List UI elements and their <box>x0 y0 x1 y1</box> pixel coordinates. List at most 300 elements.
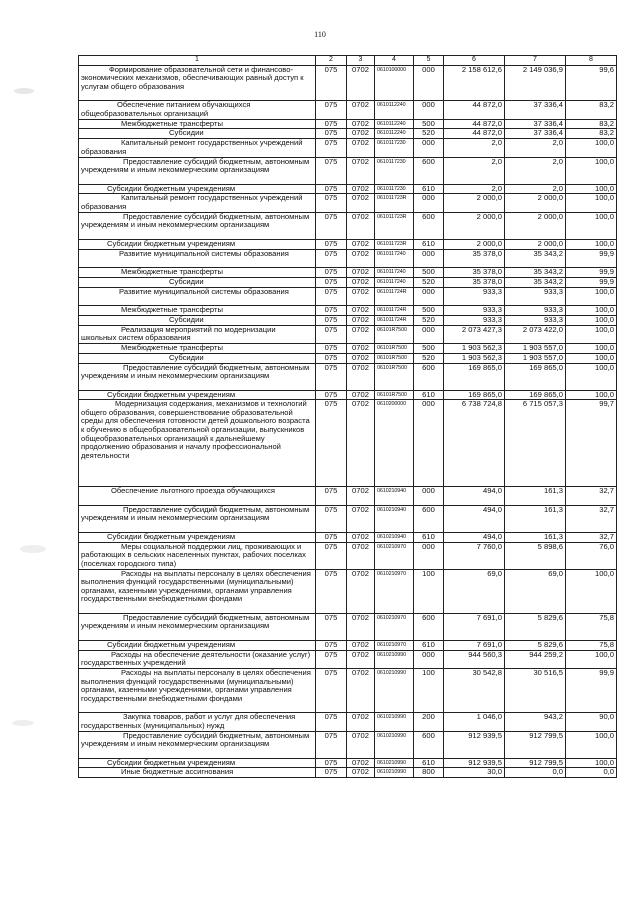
row-rz: 0702 <box>347 713 375 731</box>
row-vr: 610 <box>414 640 444 650</box>
row-rz: 0702 <box>347 305 375 315</box>
table-header-row <box>79 56 617 66</box>
row-pct: 32,7 <box>566 487 617 505</box>
row-fact: 912 799,5 <box>505 758 566 768</box>
table-row <box>79 505 617 532</box>
row-rz: 0702 <box>347 129 375 139</box>
row-pct: 0,0 <box>566 768 617 778</box>
row-rz: 0702 <box>347 325 375 343</box>
table-row <box>79 239 617 249</box>
row-ved: 075 <box>316 487 347 505</box>
table-row <box>79 315 617 325</box>
row-csr: 061011724R <box>375 305 414 315</box>
row-name-text: Иные бюджетные ассигнования <box>121 767 234 777</box>
row-fact: 35 343,2 <box>505 277 566 287</box>
row-pct: 100,0 <box>566 315 617 325</box>
row-rz: 0702 <box>347 613 375 640</box>
row-fact: 37 336,4 <box>505 119 566 129</box>
row-name-text: Капитальный ремонт государственных учреждений образования <box>81 193 303 211</box>
row-name <box>79 343 316 353</box>
row-name-text: Субсидии <box>169 314 204 324</box>
row-ved: 075 <box>316 768 347 778</box>
row-pct: 32,7 <box>566 505 617 532</box>
row-name-text: Предоставление субсидий бюджетным, автономным учреждениям и иным некоммерческим организациям <box>81 156 310 175</box>
table-row <box>79 640 617 650</box>
row-name <box>79 363 316 390</box>
row-plan: 2 073 427,3 <box>444 325 505 343</box>
row-ved: 075 <box>316 390 347 400</box>
row-plan: 494,0 <box>444 505 505 532</box>
table-row <box>79 731 617 758</box>
row-csr: 0610117240 <box>375 249 414 267</box>
row-vr: 610 <box>414 390 444 400</box>
row-name-text: Субсидии бюджетным учреждениям <box>107 639 236 649</box>
row-fact: 933,3 <box>505 287 566 305</box>
row-csr: 0610210990 <box>375 669 414 713</box>
row-plan: 6 738 724,8 <box>444 400 505 487</box>
row-csr: 0610210990 <box>375 758 414 768</box>
row-plan: 1 046,0 <box>444 713 505 731</box>
row-name <box>79 305 316 315</box>
row-fact: 30 516,5 <box>505 669 566 713</box>
row-rz: 0702 <box>347 119 375 129</box>
row-pct: 100,0 <box>566 650 617 668</box>
row-rz: 0702 <box>347 287 375 305</box>
row-name <box>79 139 316 157</box>
row-ved: 075 <box>316 157 347 184</box>
row-fact: 2 000,0 <box>505 212 566 239</box>
row-name <box>79 713 316 731</box>
row-plan: 69,0 <box>444 569 505 613</box>
row-ved: 075 <box>316 731 347 758</box>
row-name <box>79 315 316 325</box>
row-fact: 2 073 422,0 <box>505 325 566 343</box>
row-rz: 0702 <box>347 101 375 119</box>
table-row <box>79 267 617 277</box>
row-rz: 0702 <box>347 343 375 353</box>
row-name-text: Предоставление субсидий бюджетным, автономным учреждениям и иным некоммерческим организациям <box>81 211 310 230</box>
row-csr: 0610112240 <box>375 101 414 119</box>
table-row <box>79 768 617 778</box>
row-rz: 0702 <box>347 363 375 390</box>
row-fact: 5 829,6 <box>505 640 566 650</box>
row-fact: 169 865,0 <box>505 390 566 400</box>
row-vr: 000 <box>414 287 444 305</box>
row-ved: 075 <box>316 139 347 157</box>
row-rz: 0702 <box>347 569 375 613</box>
row-fact: 2,0 <box>505 184 566 194</box>
row-csr: 0610117230 <box>375 139 414 157</box>
row-csr: 061011724R <box>375 287 414 305</box>
row-plan: 944 560,3 <box>444 650 505 668</box>
row-vr: 600 <box>414 212 444 239</box>
row-fact: 943,2 <box>505 713 566 731</box>
row-plan: 30 542,8 <box>444 669 505 713</box>
row-csr: 0610210940 <box>375 532 414 542</box>
row-ved: 075 <box>316 119 347 129</box>
row-vr: 520 <box>414 277 444 287</box>
row-name <box>79 65 316 101</box>
row-ved: 075 <box>316 194 347 212</box>
row-ved: 075 <box>316 267 347 277</box>
row-plan: 35 378,0 <box>444 277 505 287</box>
row-ved: 075 <box>316 65 347 101</box>
row-name <box>79 640 316 650</box>
row-name <box>79 613 316 640</box>
row-ved: 075 <box>316 650 347 668</box>
row-rz: 0702 <box>347 239 375 249</box>
table-row <box>79 532 617 542</box>
row-csr: 0610200000 <box>375 400 414 487</box>
table-row <box>79 157 617 184</box>
row-name-text: Межбюджетные трансферты <box>121 304 223 314</box>
row-pct: 100,0 <box>566 363 617 390</box>
row-csr: 06101R7500 <box>375 343 414 353</box>
row-plan: 494,0 <box>444 487 505 505</box>
row-ved: 075 <box>316 353 347 363</box>
header-col-rz: 3 <box>347 56 375 66</box>
row-fact: 944 259,2 <box>505 650 566 668</box>
row-pct: 75,8 <box>566 640 617 650</box>
row-plan: 2,0 <box>444 157 505 184</box>
row-fact: 161,3 <box>505 532 566 542</box>
row-fact: 35 343,2 <box>505 249 566 267</box>
row-name-text: Предоставление субсидий бюджетным, автономным учреждениям и иным некоммерческим организациям <box>81 362 310 381</box>
row-vr: 610 <box>414 239 444 249</box>
row-plan: 7 760,0 <box>444 542 505 569</box>
row-fact: 69,0 <box>505 569 566 613</box>
row-ved: 075 <box>316 613 347 640</box>
row-csr: 0610210990 <box>375 713 414 731</box>
table-row <box>79 542 617 569</box>
row-pct: 100,0 <box>566 194 617 212</box>
row-ved: 075 <box>316 325 347 343</box>
row-vr: 100 <box>414 669 444 713</box>
row-csr: 0610210970 <box>375 542 414 569</box>
row-name-text: Субсидии бюджетным учреждениям <box>107 183 236 193</box>
row-name <box>79 239 316 249</box>
row-ved: 075 <box>316 239 347 249</box>
row-name-text: Межбюджетные трансферты <box>121 118 223 128</box>
row-name-text: Субсидии <box>169 276 204 286</box>
row-vr: 500 <box>414 343 444 353</box>
row-ved: 075 <box>316 400 347 487</box>
row-name <box>79 505 316 532</box>
row-csr: 061011723R <box>375 194 414 212</box>
row-name-text: Модернизация содержания, механизмов и технологий общего образования, совершенствование образовательной среды для обеспечения готовности детей дошкольного возраста к обучению в общеобразовательной организации, выпускников общеобразовательных организаций к дальнейшему продолжению образования и началу профессиональной деятельности <box>81 399 310 460</box>
row-pct: 100,0 <box>566 139 617 157</box>
row-name-text: Реализация мероприятий по модернизации школьных систем образования <box>81 324 276 343</box>
row-fact: 933,3 <box>505 315 566 325</box>
header-col-ved: 2 <box>316 56 347 66</box>
row-name <box>79 249 316 267</box>
table-row <box>79 277 617 287</box>
row-vr: 610 <box>414 758 444 768</box>
row-name <box>79 277 316 287</box>
row-name <box>79 669 316 713</box>
row-ved: 075 <box>316 212 347 239</box>
table-row <box>79 713 617 731</box>
row-pct: 99,6 <box>566 65 617 101</box>
row-ved: 075 <box>316 532 347 542</box>
row-vr: 000 <box>414 325 444 343</box>
row-ved: 075 <box>316 184 347 194</box>
table-row <box>79 194 617 212</box>
table-row <box>79 212 617 239</box>
row-plan: 933,3 <box>444 315 505 325</box>
row-vr: 000 <box>414 65 444 101</box>
row-name-text: Обеспечение льготного проезда обучающихся <box>111 486 275 496</box>
row-fact: 5 829,6 <box>505 613 566 640</box>
row-name-text: Субсидии бюджетным учреждениям <box>107 531 236 541</box>
row-csr: 0610210990 <box>375 768 414 778</box>
table-row <box>79 325 617 343</box>
row-name <box>79 650 316 668</box>
row-rz: 0702 <box>347 640 375 650</box>
row-plan: 912 939,5 <box>444 758 505 768</box>
table-row <box>79 487 617 505</box>
row-csr: 061011723R <box>375 212 414 239</box>
row-csr: 06101R7500 <box>375 363 414 390</box>
row-vr: 500 <box>414 305 444 315</box>
row-rz: 0702 <box>347 212 375 239</box>
table-row <box>79 669 617 713</box>
table-row <box>79 305 617 315</box>
row-plan: 44 872,0 <box>444 101 505 119</box>
row-vr: 800 <box>414 768 444 778</box>
row-vr: 200 <box>414 713 444 731</box>
row-csr: 06101R7500 <box>375 353 414 363</box>
row-csr: 0610210970 <box>375 640 414 650</box>
row-rz: 0702 <box>347 505 375 532</box>
row-fact: 2 149 036,9 <box>505 65 566 101</box>
row-pct: 99,9 <box>566 249 617 267</box>
row-csr: 0610117230 <box>375 157 414 184</box>
row-csr: 0610112240 <box>375 119 414 129</box>
row-csr: 0610117230 <box>375 184 414 194</box>
row-ved: 075 <box>316 129 347 139</box>
row-name <box>79 157 316 184</box>
row-rz: 0702 <box>347 731 375 758</box>
row-vr: 520 <box>414 129 444 139</box>
row-csr: 061011723R <box>375 239 414 249</box>
row-plan: 169 865,0 <box>444 390 505 400</box>
row-rz: 0702 <box>347 65 375 101</box>
row-pct: 99,9 <box>566 669 617 713</box>
row-rz: 0702 <box>347 390 375 400</box>
row-csr: 0610210940 <box>375 505 414 532</box>
row-plan: 933,3 <box>444 287 505 305</box>
header-col-csr: 4 <box>375 56 414 66</box>
row-pct: 83,2 <box>566 101 617 119</box>
row-pct: 100,0 <box>566 212 617 239</box>
row-pct: 100,0 <box>566 239 617 249</box>
row-plan: 35 378,0 <box>444 267 505 277</box>
row-rz: 0702 <box>347 353 375 363</box>
row-plan: 2,0 <box>444 184 505 194</box>
row-rz: 0702 <box>347 758 375 768</box>
row-pct: 100,0 <box>566 157 617 184</box>
row-plan: 2,0 <box>444 139 505 157</box>
row-vr: 500 <box>414 267 444 277</box>
row-ved: 075 <box>316 287 347 305</box>
row-plan: 2 000,0 <box>444 239 505 249</box>
row-vr: 000 <box>414 650 444 668</box>
row-ved: 075 <box>316 277 347 287</box>
row-vr: 520 <box>414 353 444 363</box>
row-vr: 000 <box>414 139 444 157</box>
row-rz: 0702 <box>347 184 375 194</box>
row-fact: 37 336,4 <box>505 129 566 139</box>
row-vr: 600 <box>414 363 444 390</box>
row-plan: 1 903 562,3 <box>444 343 505 353</box>
row-pct: 100,0 <box>566 569 617 613</box>
row-rz: 0702 <box>347 650 375 668</box>
row-name-text: Субсидии бюджетным учреждениям <box>107 238 236 248</box>
row-rz: 0702 <box>347 669 375 713</box>
row-vr: 610 <box>414 184 444 194</box>
row-name-text: Развитие муниципальной системы образования <box>119 286 289 296</box>
row-ved: 075 <box>316 363 347 390</box>
row-rz: 0702 <box>347 532 375 542</box>
row-pct: 99,9 <box>566 267 617 277</box>
row-pct: 83,2 <box>566 119 617 129</box>
row-name <box>79 101 316 119</box>
row-fact: 35 343,2 <box>505 267 566 277</box>
row-ved: 075 <box>316 713 347 731</box>
row-fact: 1 903 557,0 <box>505 353 566 363</box>
row-csr: 0610210970 <box>375 569 414 613</box>
row-csr: 0610210940 <box>375 487 414 505</box>
table-row <box>79 400 617 487</box>
row-name <box>79 731 316 758</box>
row-name-text: Предоставление субсидий бюджетным, автономным учреждениям и иным некоммерческим организациям <box>81 730 310 749</box>
row-plan: 7 691,0 <box>444 613 505 640</box>
row-fact: 169 865,0 <box>505 363 566 390</box>
row-plan: 35 378,0 <box>444 249 505 267</box>
row-ved: 075 <box>316 505 347 532</box>
row-name <box>79 194 316 212</box>
row-ved: 075 <box>316 758 347 768</box>
row-csr: 0610210990 <box>375 731 414 758</box>
row-pct: 100,0 <box>566 325 617 343</box>
row-vr: 600 <box>414 505 444 532</box>
row-ved: 075 <box>316 249 347 267</box>
row-name-text: Межбюджетные трансферты <box>121 266 223 276</box>
row-fact: 0,0 <box>505 768 566 778</box>
row-plan: 912 939,5 <box>444 731 505 758</box>
row-pct: 32,7 <box>566 532 617 542</box>
row-vr: 500 <box>414 119 444 129</box>
page-number: 110 <box>314 30 326 39</box>
row-ved: 075 <box>316 101 347 119</box>
table-row <box>79 65 617 101</box>
row-vr: 000 <box>414 542 444 569</box>
table-row <box>79 343 617 353</box>
row-name-text: Расходы на обеспечение деятельности (оказание услуг) государственных учреждений <box>81 649 311 668</box>
row-name <box>79 353 316 363</box>
header-col-vr: 5 <box>414 56 444 66</box>
row-name-text: Расходы на выплаты персоналу в целях обеспечения выполнения функций государственными (муниципальными) органами, казенными учреждениями, органами управления государственными внебюджетными фондами <box>81 668 311 703</box>
row-csr: 0610100000 <box>375 65 414 101</box>
row-pct: 100,0 <box>566 390 617 400</box>
row-fact: 5 898,6 <box>505 542 566 569</box>
row-rz: 0702 <box>347 249 375 267</box>
row-vr: 520 <box>414 315 444 325</box>
row-fact: 1 903 557,0 <box>505 343 566 353</box>
row-name <box>79 569 316 613</box>
row-fact: 37 336,4 <box>505 101 566 119</box>
row-pct: 76,0 <box>566 542 617 569</box>
row-vr: 000 <box>414 249 444 267</box>
row-name-text: Предоставление субсидий бюджетным, автономным учреждениям и иным некоммерческим организациям <box>81 612 310 631</box>
row-pct: 100,0 <box>566 353 617 363</box>
row-name-text: Субсидии бюджетным учреждениям <box>107 389 236 399</box>
row-plan: 2 000,0 <box>444 194 505 212</box>
row-rz: 0702 <box>347 194 375 212</box>
row-fact: 161,3 <box>505 487 566 505</box>
row-plan: 30,0 <box>444 768 505 778</box>
row-fact: 6 715 057,3 <box>505 400 566 487</box>
row-name <box>79 212 316 239</box>
row-pct: 100,0 <box>566 731 617 758</box>
row-ved: 075 <box>316 315 347 325</box>
row-csr: 0610210970 <box>375 613 414 640</box>
row-name <box>79 542 316 569</box>
row-name-text: Развитие муниципальной системы образования <box>119 248 289 258</box>
table-row <box>79 353 617 363</box>
row-rz: 0702 <box>347 768 375 778</box>
table-row <box>79 569 617 613</box>
row-rz: 0702 <box>347 139 375 157</box>
row-fact: 933,3 <box>505 305 566 315</box>
table-row <box>79 101 617 119</box>
row-rz: 0702 <box>347 277 375 287</box>
table-row <box>79 287 617 305</box>
row-name <box>79 400 316 487</box>
row-pct: 75,8 <box>566 613 617 640</box>
table-row <box>79 650 617 668</box>
row-name-text: Субсидии бюджетным учреждениям <box>107 757 236 767</box>
row-rz: 0702 <box>347 157 375 184</box>
row-pct: 100,0 <box>566 343 617 353</box>
row-fact: 912 799,5 <box>505 731 566 758</box>
row-ved: 075 <box>316 305 347 315</box>
row-name-text: Меры социальной поддержки лиц, проживающих и работающих в сельских населенных пунктах, рабочих поселках (поселках городского типа) <box>81 541 306 568</box>
row-fact: 2 000,0 <box>505 194 566 212</box>
row-rz: 0702 <box>347 542 375 569</box>
table-row <box>79 613 617 640</box>
row-name-text: Капитальный ремонт государственных учреждений образования <box>81 138 303 156</box>
row-vr: 610 <box>414 532 444 542</box>
row-name-text: Формирование образовательной сети и финансово-экономических механизмов, обеспечивающих равный доступ к услугам общего образования <box>81 64 304 91</box>
row-name <box>79 487 316 505</box>
header-col-pct: 8 <box>566 56 617 66</box>
row-vr: 000 <box>414 400 444 487</box>
row-plan: 44 872,0 <box>444 129 505 139</box>
row-plan: 2 000,0 <box>444 212 505 239</box>
row-csr: 06101R7500 <box>375 390 414 400</box>
table-row <box>79 249 617 267</box>
row-csr: 0610112240 <box>375 129 414 139</box>
row-name-text: Расходы на выплаты персоналу в целях обеспечения выполнения функций государственными (муниципальными) органами, казенными учреждениями, органами управления государственными внебюджетными фондами <box>81 568 311 604</box>
header-col-plan: 6 <box>444 56 505 66</box>
row-plan: 44 872,0 <box>444 119 505 129</box>
table-row <box>79 363 617 390</box>
row-plan: 2 158 612,6 <box>444 65 505 101</box>
row-name-text: Обеспечение питанием обучающихся общеобразовательных организаций <box>81 100 251 118</box>
row-pct: 99,7 <box>566 400 617 487</box>
